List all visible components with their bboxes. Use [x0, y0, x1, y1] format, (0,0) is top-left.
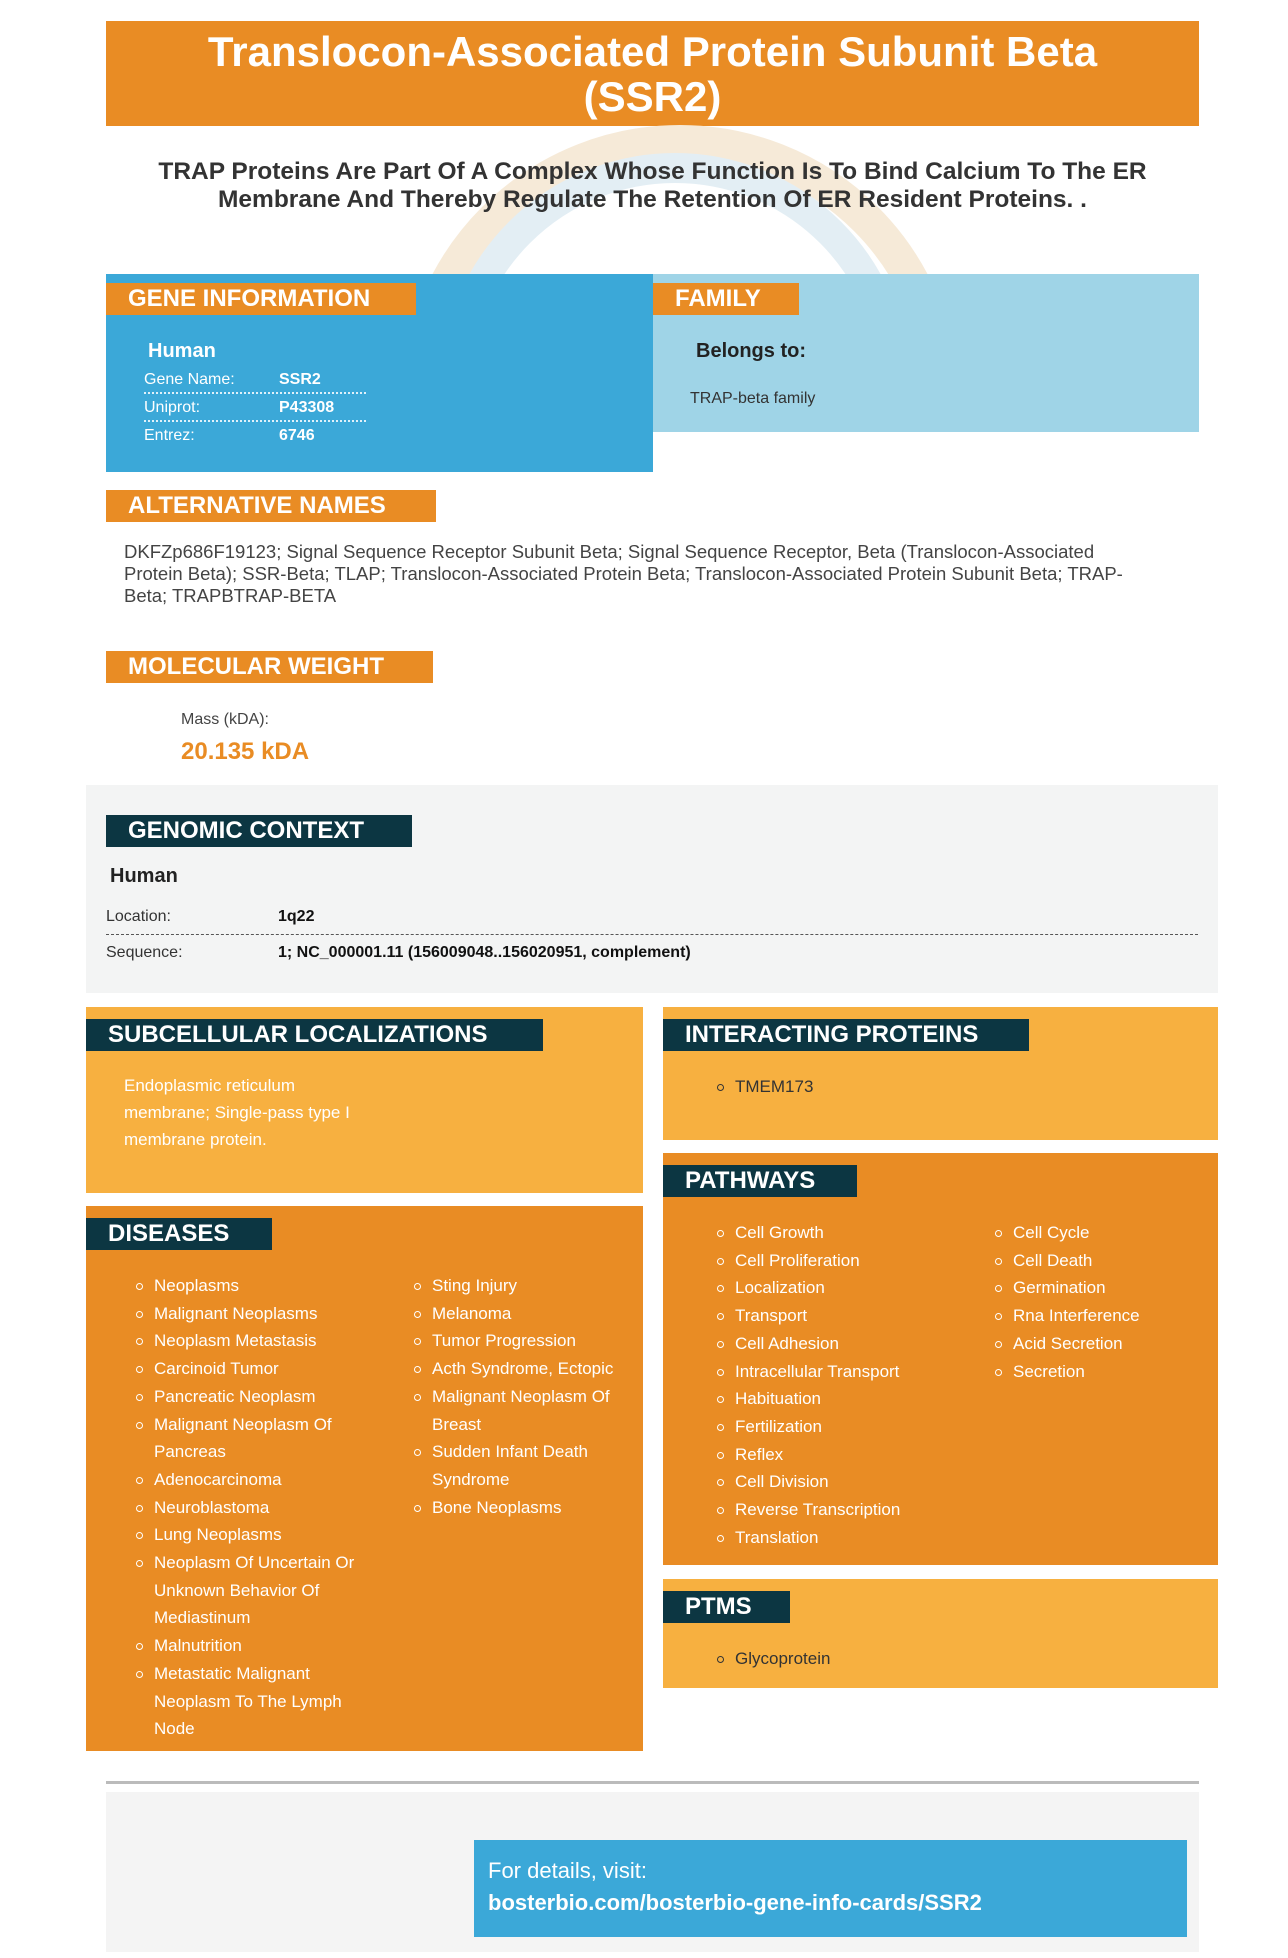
- diseases-panel: [86, 1206, 643, 1751]
- list-item: Intracellular Transport: [709, 1358, 969, 1386]
- pathways-panel: [663, 1153, 1218, 1565]
- list-item: Cell Proliferation: [709, 1247, 969, 1275]
- list-item: Acth Syndrome, Ectopic: [406, 1355, 631, 1383]
- list-item: Neoplasm Metastasis: [128, 1327, 358, 1355]
- genomic-species: Human: [110, 865, 178, 887]
- list-item: Tumor Progression: [406, 1327, 631, 1355]
- page-title: Translocon-Associated Protein Subunit Beta (SSR2): [106, 21, 1199, 126]
- list-item: Neoplasms: [128, 1272, 358, 1300]
- list-item: Rna Interference: [987, 1302, 1207, 1330]
- mass-label: Mass (kDA):: [181, 711, 269, 728]
- footer-divider: [106, 1781, 1199, 1784]
- location-value: 1q22: [278, 908, 315, 925]
- sequence-value: 1; NC_000001.11 (156009048..156020951, complement): [278, 944, 691, 961]
- list-item: Secretion: [987, 1358, 1207, 1386]
- list-item: Cell Cycle: [987, 1219, 1207, 1247]
- details-label: For details, visit:: [488, 1858, 647, 1883]
- location-row: [106, 899, 1198, 935]
- diseases-list-col2: [406, 1272, 631, 1521]
- list-item: Malignant Neoplasm Of Pancreas: [128, 1411, 358, 1466]
- interacting-proteins-panel: [663, 1007, 1218, 1140]
- diseases-heading: DISEASES: [86, 1218, 272, 1250]
- list-item: Habituation: [709, 1385, 969, 1413]
- molecular-weight-heading: MOLECULAR WEIGHT: [106, 651, 433, 683]
- list-item: Reflex: [709, 1441, 969, 1469]
- protein-function-summary: TRAP Proteins Are Part Of A Complex Whose Function Is To Bind Calcium To The ER Membrane And Thereby Regulate The Retention Of ER Resident Proteins. .: [158, 158, 1147, 213]
- list-item: Melanoma: [406, 1300, 631, 1328]
- mass-value: 20.135 kDA: [181, 738, 310, 765]
- gene-name-value: SSR2: [279, 371, 321, 388]
- list-item: Malnutrition: [128, 1632, 358, 1660]
- uniprot-label: Uniprot:: [144, 399, 201, 416]
- ptms-panel: [663, 1579, 1218, 1688]
- list-item: Cell Growth: [709, 1219, 969, 1247]
- family-belongs-label: Belongs to:: [696, 340, 806, 362]
- location-label: Location:: [106, 908, 171, 925]
- alternative-names-text: DKFZp686F19123; Signal Sequence Receptor Subunit Beta; Signal Sequence Receptor, Beta (Translocon-Associated Protein Beta); SSR-Beta; TLAP; Translocon-Associated Protein Beta; Translocon-Associated Protein Subunit Beta; TRAP-Beta; TRAPBTRAP-BETA: [124, 541, 1123, 606]
- gene-information-heading: GENE INFORMATION: [106, 283, 416, 315]
- interacting-proteins-list: [709, 1073, 813, 1101]
- gene-information-panel: [106, 274, 653, 472]
- details-link-box[interactable]: [474, 1840, 1187, 1937]
- entrez-value: 6746: [279, 427, 315, 444]
- list-item: Cell Death: [987, 1247, 1207, 1275]
- ptms-list: [709, 1645, 830, 1673]
- list-item: Sudden Infant Death Syndrome: [406, 1438, 631, 1493]
- list-item: Cell Adhesion: [709, 1330, 969, 1358]
- entrez-row: [144, 422, 366, 450]
- entrez-label: Entrez:: [144, 427, 195, 444]
- family-value: TRAP-beta family: [690, 390, 816, 407]
- list-item: Malignant Neoplasms: [128, 1300, 358, 1328]
- alternative-names-heading: ALTERNATIVE NAMES: [106, 490, 436, 522]
- list-item: Glycoprotein: [709, 1645, 830, 1673]
- pathways-list-col2: [987, 1219, 1207, 1385]
- list-item: Adenocarcinoma: [128, 1466, 358, 1494]
- gene-name-label: Gene Name:: [144, 371, 235, 388]
- interacting-proteins-heading: INTERACTING PROTEINS: [663, 1019, 1029, 1051]
- subcellular-localizations-text: Endoplasmic reticulum membrane; Single-pass type I membrane protein.: [124, 1076, 350, 1149]
- list-item: Acid Secretion: [987, 1330, 1207, 1358]
- list-item: Carcinoid Tumor: [128, 1355, 358, 1383]
- uniprot-row: [144, 394, 366, 422]
- list-item: Lung Neoplasms: [128, 1521, 358, 1549]
- list-item: Transport: [709, 1302, 969, 1330]
- list-item: Reverse Transcription: [709, 1496, 969, 1524]
- subcellular-localizations-heading: SUBCELLULAR LOCALIZATIONS: [86, 1019, 543, 1051]
- gene-species: Human: [148, 340, 216, 362]
- gene-name-row: [144, 366, 366, 394]
- list-item: Bone Neoplasms: [406, 1494, 631, 1522]
- sequence-row: [106, 935, 1198, 971]
- uniprot-value: P43308: [279, 399, 335, 416]
- list-item: TMEM173: [709, 1073, 813, 1101]
- list-item: Fertilization: [709, 1413, 969, 1441]
- details-url-link[interactable]: bosterbio.com/bosterbio-gene-info-cards/SSR2: [488, 1890, 982, 1915]
- list-item: Pancreatic Neoplasm: [128, 1383, 358, 1411]
- ptms-heading: PTMS: [663, 1591, 790, 1623]
- subcellular-localizations-panel: [86, 1007, 643, 1193]
- list-item: Cell Division: [709, 1468, 969, 1496]
- list-item: Neoplasm Of Uncertain Or Unknown Behavior Of Mediastinum: [128, 1549, 358, 1632]
- list-item: Neuroblastoma: [128, 1494, 358, 1522]
- family-panel: [653, 274, 1199, 432]
- list-item: Translation: [709, 1524, 969, 1552]
- list-item: Metastatic Malignant Neoplasm To The Lymph Node: [128, 1660, 358, 1743]
- list-item: Sting Injury: [406, 1272, 631, 1300]
- list-item: Malignant Neoplasm Of Breast: [406, 1383, 631, 1438]
- list-item: Localization: [709, 1274, 969, 1302]
- family-heading: FAMILY: [653, 283, 799, 315]
- pathways-heading: PATHWAYS: [663, 1165, 857, 1197]
- pathways-list-col1: [709, 1219, 969, 1551]
- sequence-label: Sequence:: [106, 944, 183, 961]
- genomic-context-panel: [86, 785, 1218, 993]
- genomic-context-heading: GENOMIC CONTEXT: [106, 815, 412, 847]
- diseases-list-col1: [128, 1272, 358, 1743]
- list-item: Germination: [987, 1274, 1207, 1302]
